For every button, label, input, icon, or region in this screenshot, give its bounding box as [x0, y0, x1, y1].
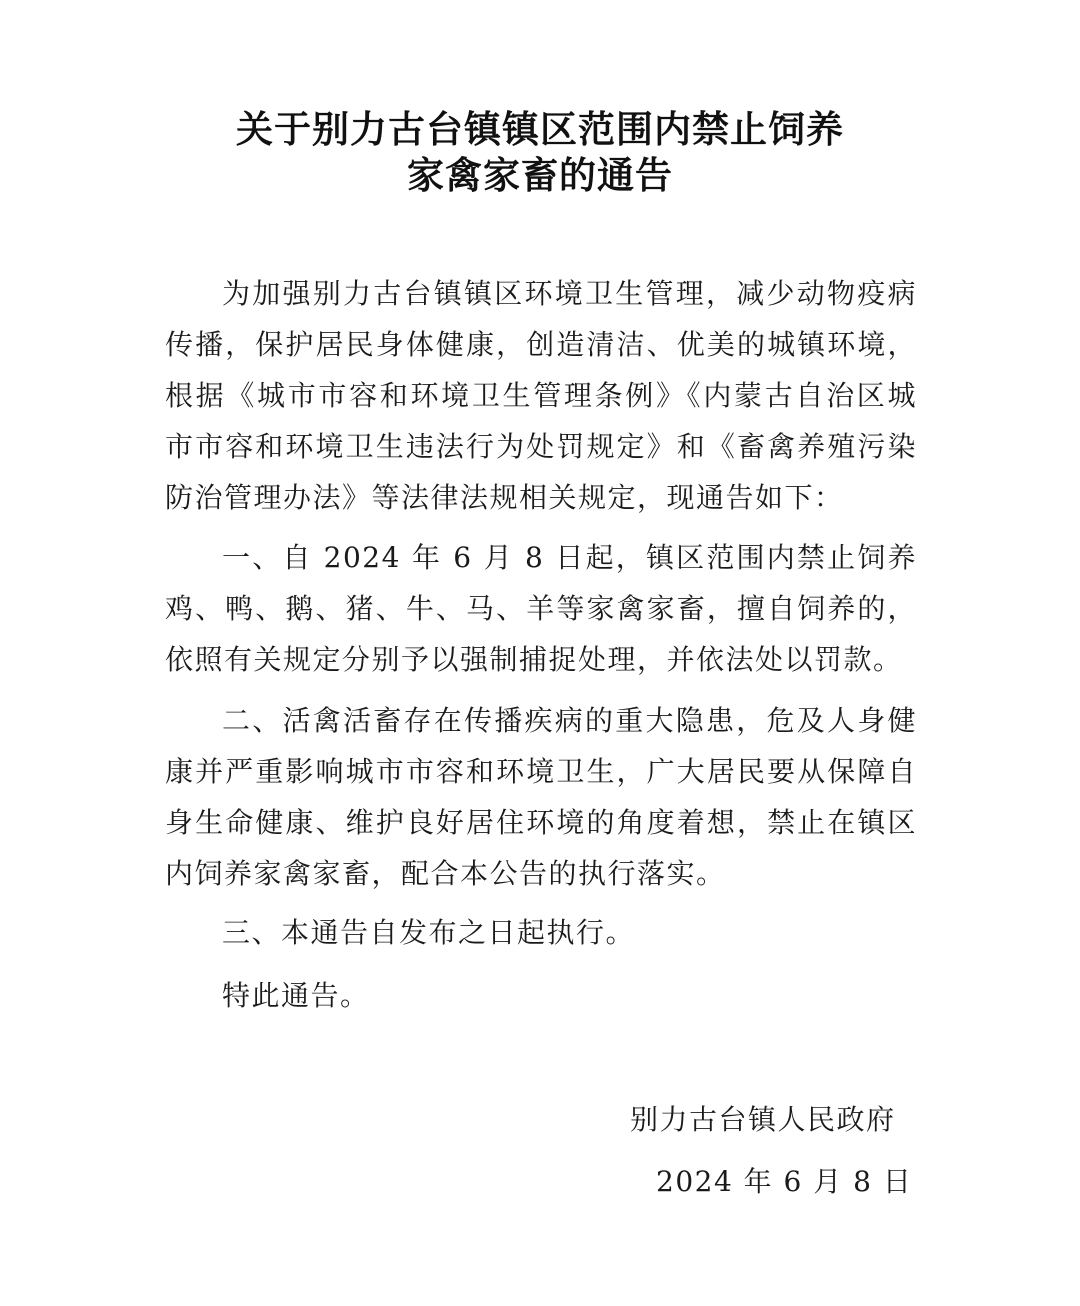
clause-three-paragraph: 三、本通告自发布之日起执行。 — [222, 916, 636, 949]
closing-paragraph: 特此通告。 — [222, 979, 370, 1012]
signature-organization: 别力古台镇人民政府 — [630, 1103, 896, 1136]
clause-two-paragraph: 二、活禽活畜存在传播疾病的重大隐患，危及人身健康并严重影响城市市容和环境卫生，广大居民要从保障自身生命健康、维护良好居住环境的角度着想，禁止在镇区内饲养家禽家畜，配合本公告的执行落实。 — [165, 704, 917, 890]
notice-title-line2: 家禽家畜的通告 — [407, 154, 673, 197]
notice-title-line1: 关于别力古台镇镇区范围内禁止饲养 — [236, 108, 844, 151]
clause-one-paragraph: 一、自 2024 年 6 月 8 日起，镇区范围内禁止饲养鸡、鸭、鹅、猪、牛、马、羊等家禽家畜，擅自饲养的，依照有关规定分别予以强制捕捉处理，并依法处以罚款。 — [165, 541, 917, 676]
signature-date: 2024 年 6 月 8 日 — [656, 1165, 913, 1198]
intro-paragraph: 为加强别力古台镇镇区环境卫生管理，减少动物疫病传播，保护居民身体健康，创造清洁、优美的城镇环境，根据《城市市容和环境卫生管理条例》《内蒙古自治区城市市容和环境卫生违法行为处罚规定》和《畜禽养殖污染防治管理办法》等法律法规相关规定，现通告如下： — [165, 277, 917, 514]
